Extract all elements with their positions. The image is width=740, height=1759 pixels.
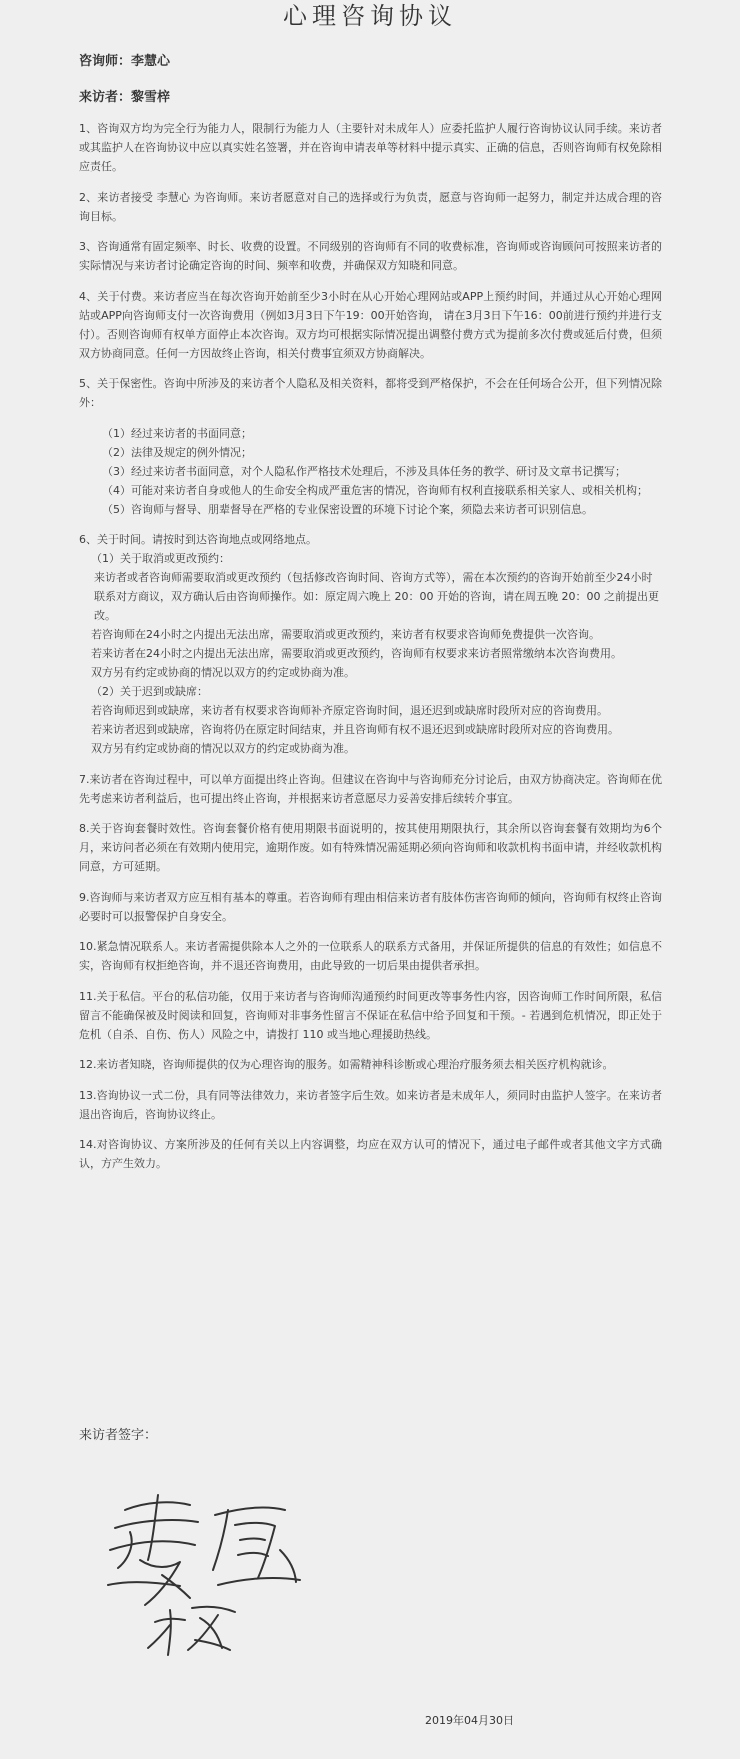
agreement-clause: 4、关于付费。来访者应当在每次咨询开始前至少3小时在从心开始心理网站或APP上预约时间，并通过从心开始心理网站或APP向咨询师支付一次咨询费用（例如3月3日下午19：00开始咨询， 请在3月3日下午16：00前进行预约并进行支付）。否则咨询师有权单方面停止本次咨询。双方均可根据实际情况提出调整付费方式为提前多次付费或延后付费，但须双方协商同意。任何一方因故终止咨询，相关付费事宜须双方协商解决。: [79, 289, 662, 360]
agreement-clause: 1、咨询双方均为完全行为能力人，限制行为能力人（主要针对未成年人）应委托监护人履行咨询协议认同手续。来访者或其监护人在咨询协议中应以真实姓名签署，并在咨询申请表单等材料中提示真实、正确的信息，否则咨询师有权免除相应责任。: [79, 122, 662, 173]
page-title: 心理咨询协议: [283, 2, 457, 30]
agreement-clause: 13.咨询协议一式二份，具有同等法律效力，来访者签字后生效。如来访者是未成年人，须同时由监护人签字。在来访者退出咨询后，咨询协议终止。: [79, 1088, 662, 1121]
confidentiality-exception: （4）可能对来访者自身或他人的生命安全构成严重危害的情况，咨询师有权利直接联系相关家人、或相关机构；: [102, 483, 648, 497]
agreement-clause: 7.来访者在咨询过程中，可以单方面提出终止咨询。但建议在咨询中与咨询师充分讨论后，由双方协商决定。咨询师在优先考虑来访者利益后，也可提出终止咨询，并根据来访者意愿尽力妥善安排后续转介事宜。: [79, 772, 662, 805]
agreement-body: [79, 119, 662, 1185]
time-rule-line: 双方另有约定或协商的情况以双方的约定或协商为准。: [91, 666, 355, 679]
time-rule-line: 来访者或者咨询师需要取消或更改预约（包括修改咨询时间、咨询方式等），需在本次预约的咨询开始前至少24小时联系对方商议，双方确认后由咨询师操作。如：原定周六晚上 20：00 开始的咨询，请在周五晚 20：00 之前提出更改。: [94, 571, 659, 622]
agreement-clause: 11.关于私信。平台的私信功能，仅用于来访者与咨询师沟通预约时间更改等事务性内容，因咨询师工作时间所限，私信留言不能确保被及时阅读和回复，咨询师对非事务性留言不保证在私信中给予回复和干预。- 若遇到危机情况，即正处于危机（自杀、自伤、伤人）风险之中，请拨打 110 或当地心理援助热线。: [79, 989, 662, 1041]
section-gap: [79, 519, 662, 531]
agreement-clause: 9.咨询师与来访者双方应互相有基本的尊重。若咨询师有理由相信来访者有肢体伤害咨询师的倾向，咨询师有权终止咨询必要时可以报警保护自身安全。: [79, 890, 662, 923]
time-rule-line: 若咨询师在24小时之内提出无法出席，需要取消或更改预约，来访者有权要求咨询师免费提供一次咨询。: [91, 628, 600, 641]
time-rule-line: 若来访者迟到或缺席，咨询将仍在原定时间结束，并且咨询师有权不退还迟到或缺席时段所对应的咨询费用。: [91, 723, 619, 736]
visitor-name: 来访者：黎雪梓: [79, 90, 171, 105]
time-rule-line: 双方另有约定或协商的情况以双方的约定或协商为准。: [91, 742, 355, 755]
time-rule-line: 若来访者在24小时之内提出无法出席，需要取消或更改预约，咨询师有权要求来访者照常缴纳本次咨询费用。: [91, 647, 622, 660]
time-rule-line: （2）关于迟到或缺席：: [91, 685, 208, 698]
agreement-clause: 14.对咨询协议、方案所涉及的任何有关以上内容调整，均应在双方认可的情况下，通过电子邮件或者其他文字方式确认，方产生效力。: [79, 1138, 662, 1170]
agreement-clause: 5、关于保密性。咨询中所涉及的来访者个人隐私及相关资料，都将受到严格保护，不会在任何场合公开，但下列情况除外：: [79, 377, 662, 409]
signature-label: 来访者签字：: [79, 1428, 158, 1443]
agreement-clause: 10.紧急情况联系人。来访者需提供除本人之外的一位联系人的联系方式备用，并保证所提供的信息的有效性；如信息不实，咨询师有权拒绝咨询，并不退还咨询费用，由此导致的一切后果由提供者承担。: [79, 940, 662, 972]
agreement-clause: 2、来访者接受 李慧心 为咨询师。来访者愿意对自己的选择或行为负责，愿意与咨询师一起努力，制定并达成合理的咨询目标。: [79, 190, 662, 223]
agreement-clause: 8.关于咨询套餐时效性。咨询套餐价格有使用期限书面说明的，按其使用期限执行，其余所以咨询套餐有效期均为6个月，来访问者必须在有效期内使用完，逾期作废。如有特殊情况需延期必须向咨询师和收款机构书面申请，并经收款机构同意，方可延期。: [79, 822, 662, 873]
agreement-clause: 3、咨询通常有固定频率、时长、收费的设置。不同级别的咨询师有不同的收费标准，咨询师或咨询顾问可按照来访者的实际情况与来访者讨论确定咨询的时间、频率和收费，并确保双方知晓和同意。: [79, 240, 662, 272]
confidentiality-exception: （2）法律及规定的例外情况；: [102, 445, 252, 459]
confidentiality-exception: （3）经过来访者书面同意，对个人隐私作严格技术处理后，不涉及具体任务的教学、研讨及文章书记撰写；: [102, 464, 626, 478]
counselor-name: 咨询师：李慧心: [79, 54, 171, 69]
section-gap: [79, 758, 662, 770]
agreement-clause: 12.来访者知晓，咨询师提供的仅为心理咨询的服务。如需精神科诊断或心理治疗服务须去相关医疗机构就诊。: [79, 1058, 614, 1071]
time-rule-line: 若咨询师迟到或缺席，来访者有权要求咨询师补齐原定咨询时间，退还迟到或缺席时段所对应的咨询费用。: [91, 704, 608, 717]
handwritten-signature: [100, 1490, 320, 1660]
confidentiality-exception: （5）咨询师与督导、朋辈督导在严格的专业保密设置的环境下讨论个案，须隐去来访者可识别信息。: [102, 502, 593, 516]
agreement-clause: 6、关于时间。请按时到达咨询地点或网络地点。: [79, 533, 317, 546]
time-rule-line: （1）关于取消或更改预约：: [91, 552, 230, 565]
confidentiality-exception: （1）经过来访者的书面同意；: [102, 426, 252, 440]
signing-date: 2019年04月30日: [425, 1714, 514, 1727]
